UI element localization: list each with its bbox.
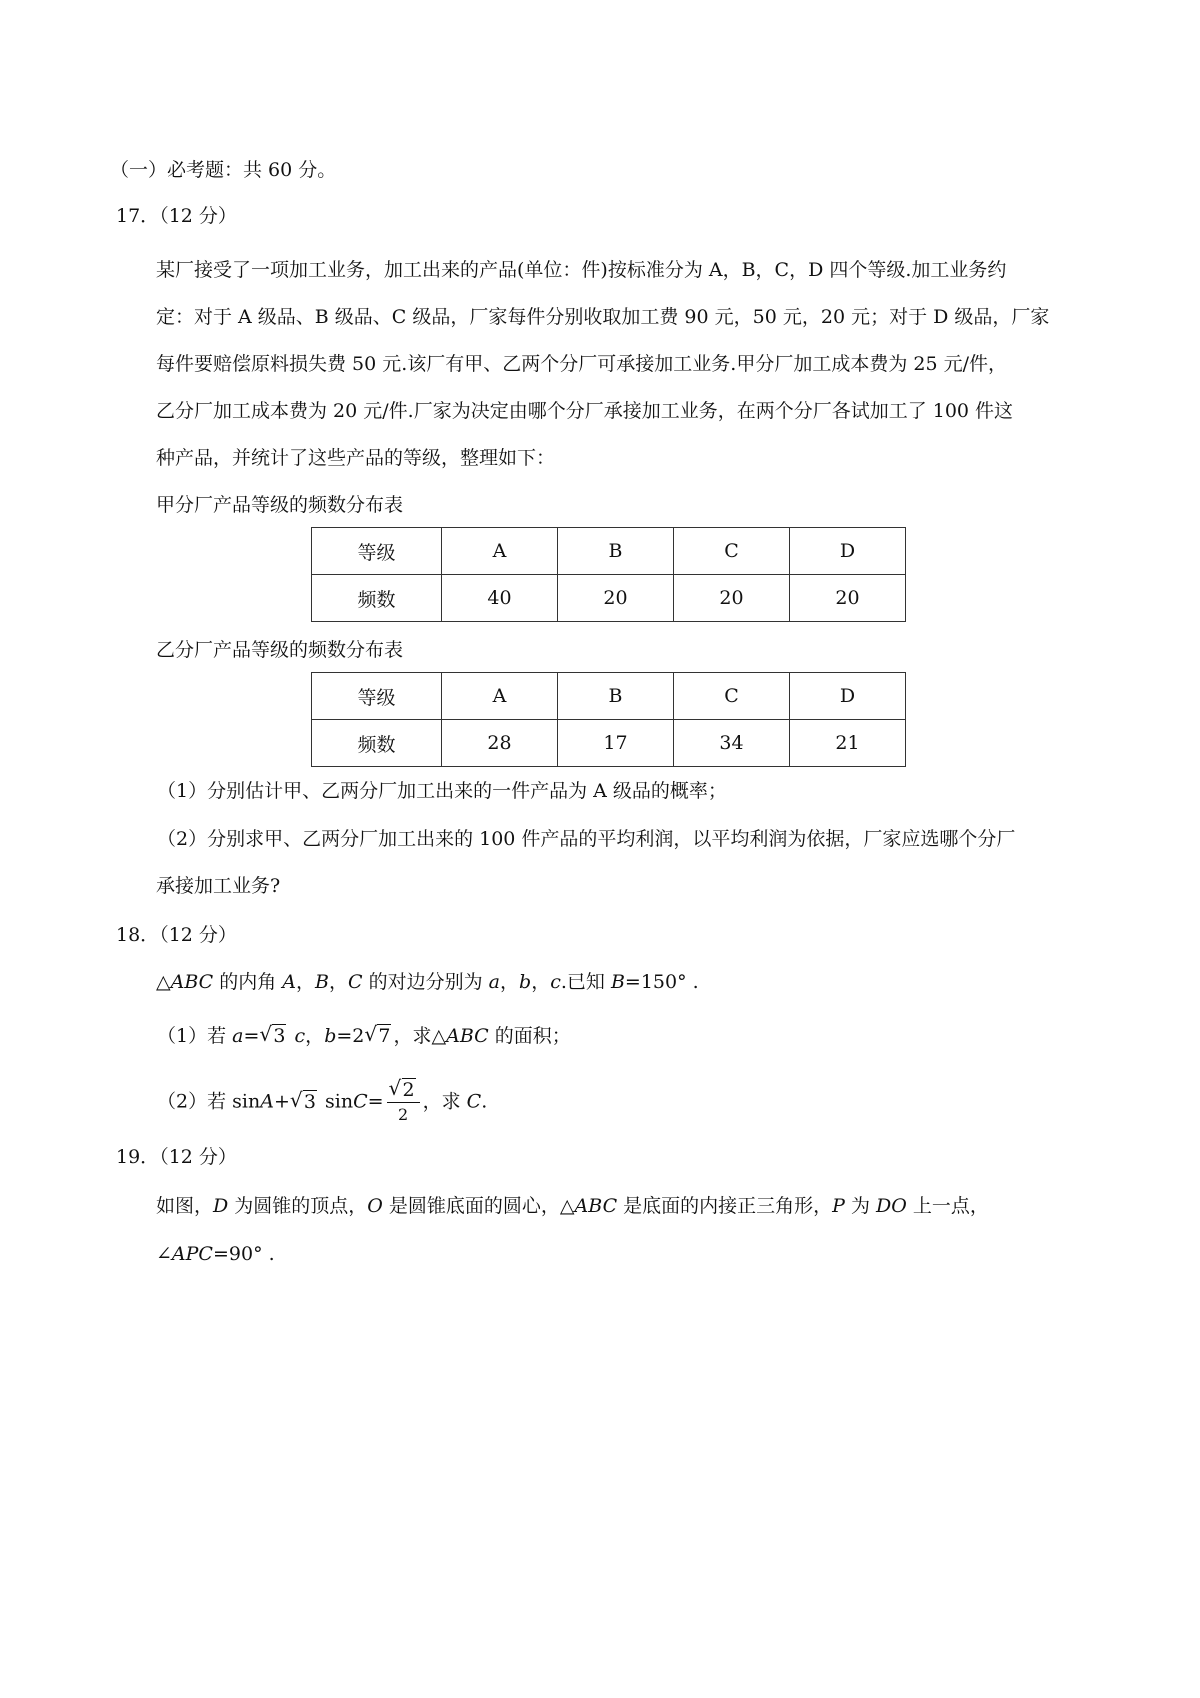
q17-stem — [156, 247, 1096, 482]
text-run: =90° . — [212, 1243, 275, 1265]
q19-stem-line2 — [156, 1240, 275, 1268]
table-jia — [311, 527, 906, 622]
q17-number: 17． — [116, 205, 160, 227]
table-cell: 频数 — [312, 575, 442, 622]
text-run: 是底面的内接正三角形， — [617, 1195, 833, 1217]
table-row — [312, 720, 906, 767]
math-var: B — [610, 971, 625, 993]
table-yi-caption: 乙分厂产品等级的频数分布表 — [156, 639, 404, 661]
angle-symbol: ∠ — [156, 1243, 172, 1265]
q17-stem-line: 每件要赔偿原料损失费 50 元.该厂有甲、乙两个分厂可承接加工业务.甲分厂加工成本费为 25 元/件， — [156, 353, 1007, 375]
math-var: a — [488, 971, 500, 993]
text-run: （1）若 — [157, 1025, 233, 1047]
text-run: 的对边分别为 — [362, 971, 489, 993]
radicand: 2 — [402, 1079, 415, 1101]
q18-header — [116, 921, 237, 949]
q19-stem-line1 — [156, 1192, 989, 1220]
q17-stem-line: 种产品，并统计了这些产品的等级，整理如下： — [156, 447, 556, 469]
table-cell: C — [674, 673, 790, 720]
q17-stem-line: 乙分厂加工成本费为 20 元/件.厂家为决定由哪个分厂承接加工业务，在两个分厂各试加工了 100 件这 — [156, 400, 1014, 422]
q18-stem — [156, 968, 699, 996]
text-run: ， — [329, 971, 349, 993]
q17-header — [116, 202, 237, 230]
math-var: C — [348, 971, 363, 993]
q19-points: （12 分） — [159, 1146, 237, 1168]
text-run: = — [367, 1090, 384, 1113]
table-cell: 等级 — [312, 528, 442, 575]
text-run: 上一点， — [906, 1195, 989, 1217]
table-cell: A — [442, 528, 558, 575]
table-cell: B — [558, 528, 674, 575]
radicand: 7 — [378, 1025, 391, 1047]
q17-part2-line2: 承接加工业务? — [156, 875, 281, 897]
math-var: a — [232, 1025, 244, 1047]
math-var: ABC — [170, 971, 214, 993]
text-run: + — [273, 1090, 290, 1113]
math-var: B — [315, 971, 330, 993]
table-cell: D — [790, 528, 906, 575]
math-var: P — [832, 1195, 845, 1217]
table-cell: 28 — [442, 720, 558, 767]
q18-number: 18． — [116, 924, 160, 946]
math-var: c — [550, 971, 561, 993]
text-run: 是圆锥底面的圆心，△ — [382, 1195, 575, 1217]
section-heading: （一）必考题：共 60 分。 — [110, 159, 337, 181]
fraction — [387, 1076, 420, 1125]
table-cell: 34 — [674, 720, 790, 767]
table-row — [312, 673, 906, 720]
table-cell: 频数 — [312, 720, 442, 767]
math-var: C — [466, 1090, 482, 1113]
triangle-symbol: △ — [156, 971, 171, 993]
q17-part1: （1）分别估计甲、乙两分厂加工出来的一件产品为 A 级品的概率； — [157, 780, 727, 802]
table-cell: B — [558, 673, 674, 720]
table-row — [312, 528, 906, 575]
text-run: 为圆锥的顶点， — [228, 1195, 368, 1217]
text-run: ， — [500, 971, 520, 993]
text-run: ， — [305, 1025, 325, 1047]
text-run: 为 — [844, 1195, 877, 1217]
math-var: ABC — [446, 1025, 489, 1047]
math-var: c — [288, 1025, 306, 1047]
q18-part2 — [157, 1076, 488, 1125]
math-var: ABC — [574, 1195, 618, 1217]
sqrt-symbol: √ 3 — [259, 1022, 286, 1047]
q18-points: （12 分） — [159, 924, 237, 946]
text-run: . — [481, 1090, 488, 1113]
table-cell: D — [790, 673, 906, 720]
table-cell: 21 — [790, 720, 906, 767]
table-yi — [311, 672, 906, 767]
table-cell: 40 — [442, 575, 558, 622]
math-var: C — [353, 1090, 368, 1113]
q17-stem-line: 定：对于 A 级品、B 级品、C 级品，厂家每件分别收取加工费 90 元，50 元，20 元；对于 D 级品，厂家 — [156, 306, 1050, 328]
text-run: =2 — [336, 1025, 365, 1047]
text-run: ， — [296, 971, 316, 993]
radicand: 3 — [303, 1090, 316, 1113]
table-cell: 20 — [790, 575, 906, 622]
math-var: A — [260, 1090, 274, 1113]
table-row — [312, 575, 906, 622]
text-run: .已知 — [560, 971, 611, 993]
table-jia-caption: 甲分厂产品等级的频数分布表 — [156, 494, 404, 516]
q17-part2-line1: （2）分别求甲、乙两分厂加工出来的 100 件产品的平均利润，以平均利润为依据，厂家应选哪个分厂 — [157, 828, 1016, 850]
sqrt-symbol: √ 3 — [289, 1087, 316, 1113]
math-var: O — [367, 1195, 383, 1217]
math-var: b — [324, 1025, 337, 1047]
math-var: D — [213, 1195, 229, 1217]
fraction-numerator — [387, 1076, 420, 1103]
radicand: 3 — [273, 1025, 286, 1047]
text-run: ，求△ — [393, 1025, 447, 1047]
text-run: 如图， — [156, 1195, 214, 1217]
text-run: ，求 — [422, 1090, 467, 1113]
text-run: ， — [531, 971, 551, 993]
text-run: 的面积； — [488, 1025, 571, 1047]
table-cell: 等级 — [312, 673, 442, 720]
table-cell: 20 — [674, 575, 790, 622]
math-var: A — [282, 971, 297, 993]
math-var: DO — [876, 1195, 907, 1217]
text-run: =150° . — [624, 971, 699, 993]
text-run: （2）若 sin — [157, 1090, 261, 1113]
q18-part1 — [157, 1022, 571, 1050]
table-cell: 17 — [558, 720, 674, 767]
fraction-denominator: 2 — [397, 1105, 409, 1124]
text-run: sin — [318, 1090, 354, 1113]
math-var: b — [519, 971, 532, 993]
math-var: APC — [171, 1243, 213, 1265]
text-run: 的内角 — [213, 971, 283, 993]
q17-stem-line: 某厂接受了一项加工业务，加工出来的产品(单位：件)按标准分为 A，B，C，D 四个等级.加工业务约 — [156, 259, 1007, 281]
q19-number: 19． — [116, 1146, 160, 1168]
table-cell: A — [442, 673, 558, 720]
table-cell: 20 — [558, 575, 674, 622]
q17-points: （12 分） — [159, 205, 237, 227]
table-cell: C — [674, 528, 790, 575]
text-run: = — [243, 1025, 260, 1047]
sqrt-symbol: √ 2 — [388, 1076, 415, 1101]
q19-header — [116, 1143, 237, 1171]
sqrt-symbol: √ 7 — [364, 1022, 391, 1047]
